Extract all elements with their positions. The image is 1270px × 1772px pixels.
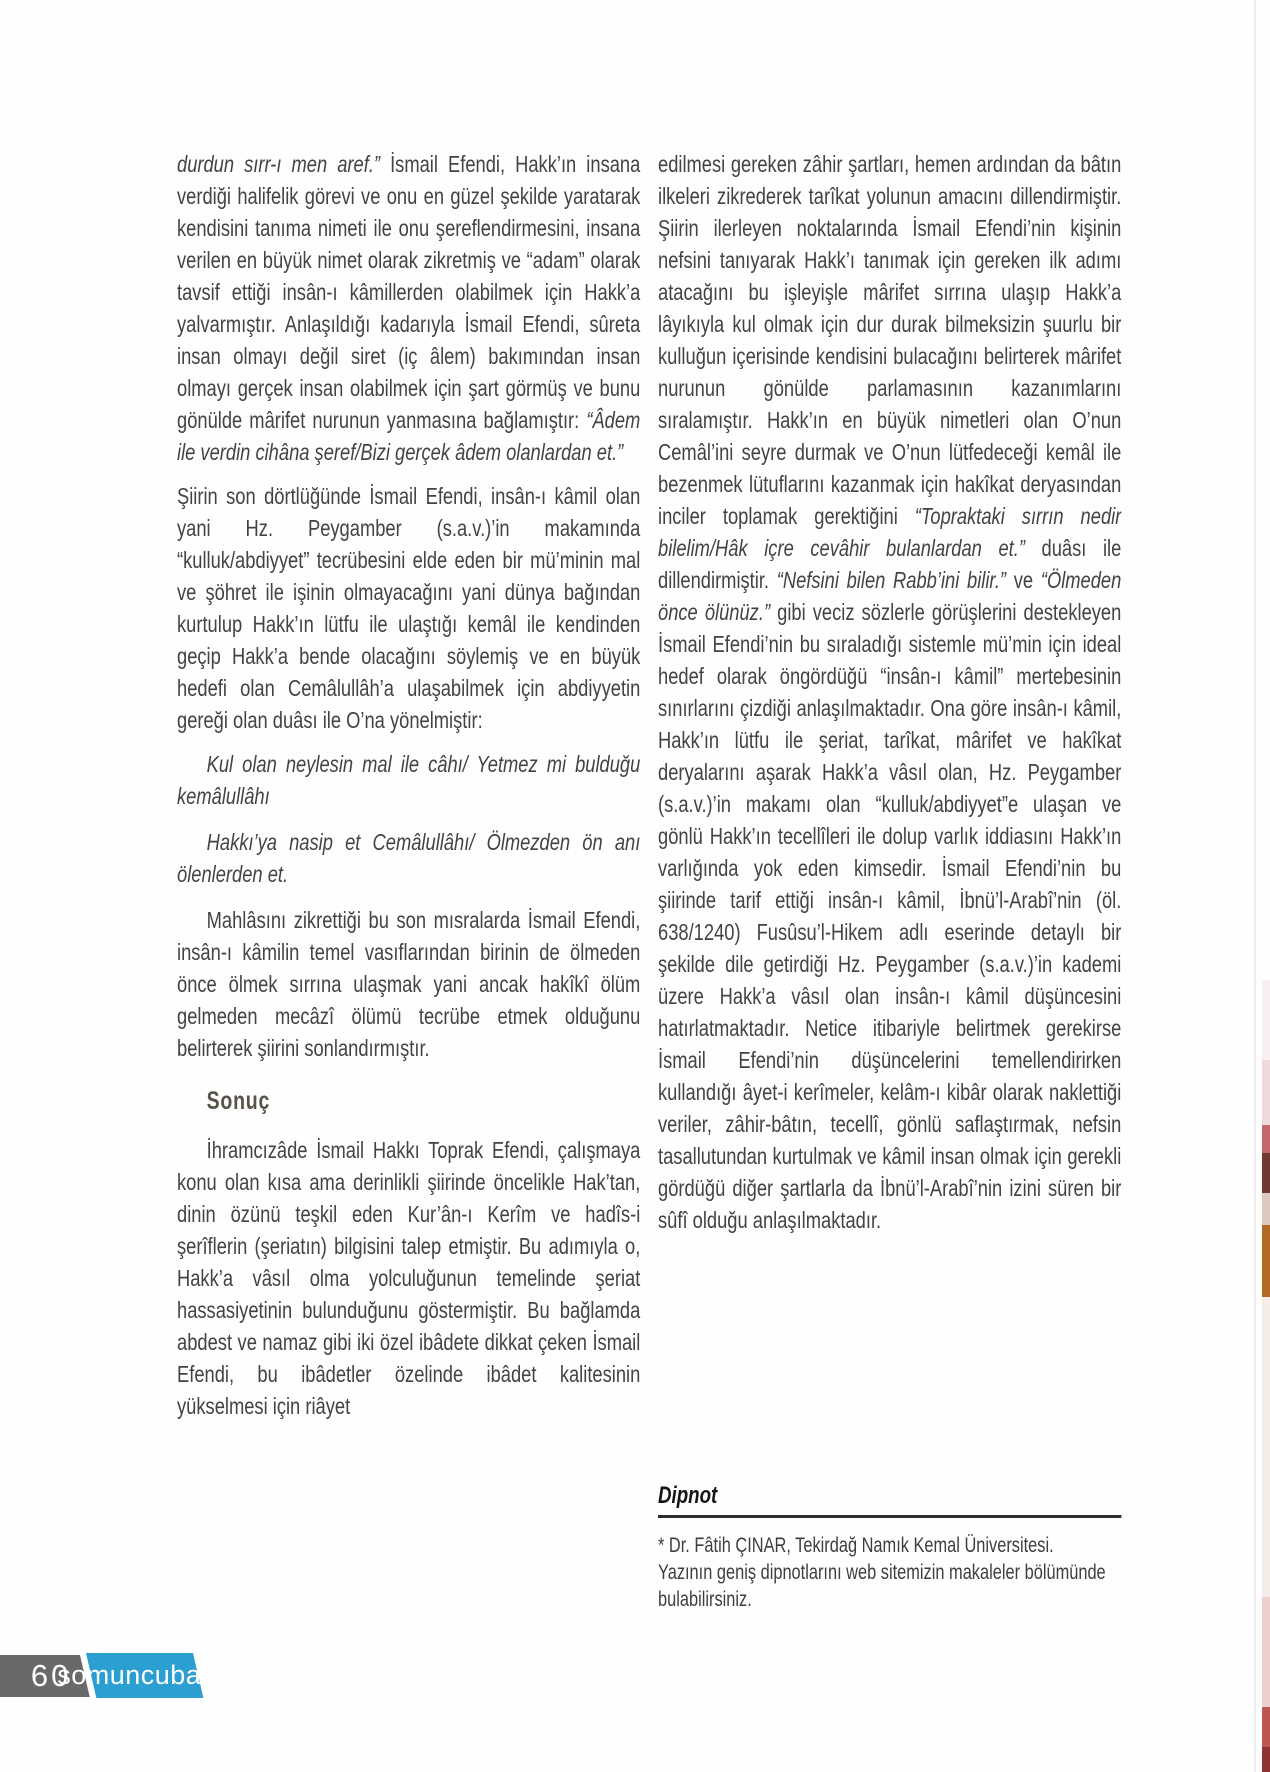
article-column-right [658,148,1121,1474]
magazine-logo-text: somuncubaba [57,1660,233,1690]
page-edge-scan-strip [1260,0,1270,1772]
poem-line: Kul olan neylesin mal ile câhı/ Yetmez mi bulduğu kemâlullâhı [177,751,641,809]
page-edge-color-sliver [1262,1597,1270,1707]
footnote-text: Yazının geniş dipnotlarını web sitemizin makaleler bölümünde bulabilirsiniz. [658,1561,1106,1611]
body-paragraph: edilmesi gereken zâhir şartları, hemen ardından da bâtın ilkeleri zikrederek tarîkat yolunun amacını dillendirmiştir. Şiirin ilerleyen noktalarında İsmail Efendi’nin kişinin nefsini tanıyarak Hakk’ı tanımak için gereken ilk adımı atacağını bu işleyişle mârifet sırrına ulaşıp Hakk’a lâyıkıyla kul olmak için dur durak bilmeksizin şuurlu bir kulluğun içerisinde kendisini bulacağını belirterek mârifet nurunun gönülde parlamasının kazanımlarını sıralamıştır. Hakk’ın en büyük nimetleri olan O’nun Cemâl’ini seyre durmak ve O’nun lütfedeceği kemâl ile bezenmek lütuflarını kazanmak için hakîkat deryasından inciler toplamak gerektiğini “Topraktaki sırrın nedir bilelim/Hâk içre cevâhir bulanlardan et.” duâsı ile dillendirmiştir. “Nefsini bilen Rabb’ini bilir.” ve “Ölmeden önce ölünüz.” gibi veciz sözlerle görüşlerini destekleyen İsmail Efendi’nin bu sıraladığı sistemle mü’min için ideal hedef olarak öngördüğü “insân-ı kâmil” mertebesinin sınırlarını çizdiği anlaşılmaktadır. Ona göre insân-ı kâmil, Hakk’ın lütfu ile şeriat, tarîkat, mârifet ve hakîkat deryalarını aşarak Hakk’a vâsıl olan, Hz. Peygamber (s.a.v.)’in makamı olan “kulluk/abdiyyet”e ulaşan ve gönlü Hakk’ın tecellîleri ile dolup varlık iddiasını Hakk’ın varlığında yok eden kimsedir. İsmail Efendi’nin bu şiirinde tarif ettiği insân-ı kâmil, İbnü’l-Arabî’nin (öl. 638/1240) Fusûsu’l-Hikem adlı eserinde detaylı bir şekilde dile getirdiği Hz. Peygamber (s.a.v.)’in kademi üzere Hakk’a vâsıl olan insân-ı kâmil düşüncesini hatırlatmaktadır. Netice itibariyle belirtmek gerekirse İsmail Efendi’nin düşüncelerini temellendirirken kullandığı âyet-i kerîmeler, kelâm-ı kibâr olarak naklettiği veriler, zâhir-bâtın, tecellî, gönlü saflaştırmak, nefsin tasallutundan kurtulmak ve kâmil insan olmak için gerekli gördüğü diğer şartlarla da İbnü’l-Arabî’nin izini süren bir sûfî olduğu anlaşılmaktadır. [658,151,1122,1233]
page-edge-color-sliver [1262,1193,1270,1225]
page-number: 60 [30,1658,71,1693]
page-edge-color-sliver [1262,1225,1270,1297]
body-paragraph: Şiirin son dörtlüğünde İsmail Efendi, insân-ı kâmil olan yani Hz. Peygamber (s.a.v.)’in makamında “kulluk/abdiyyet” tecrübesini elde eden bir mü’minin mal ve şöhret ile işinin olmayacağını yani dünya bağından kurtulup Hakk’ın lütfu ile ulaştığı kemâl ile kendinden geçip Hakk’a bende olacağını söylemiş ve en büyük hedefi olan Cemâlullâh’a ulaşabilmek için abdiyyetin gereği olan duâsı ile O’na yönelmiştir: [177,483,641,733]
page-edge-color-sliver [1262,980,1270,1060]
magazine-logo [57,1653,233,1698]
body-paragraph: durdun sırr-ı men aref.” İsmail Efendi, Hakk’ın insana verdiği halifelik görevi ve onu en güzel şekilde yaratarak kendisini tanıma nimeti ile onu şereflendirmesini, insana verilen en büyük nimet olarak zikretmiş ve “adam” olarak tavsif ettiği insân-ı kâmillerden olabilmek için Hakk’a yalvarmıştır. Anlaşıldığı kadarıyla İsmail Efendi, sûreta insan olmayı değil siret (iç âlem) bakımından insan olmayı gerçek insan olabilmek için şart görmüş ve bunu gönülde mârifet nurunun yanmasına bağlamıştır: “Âdem ile verdin cihâna şeref/Bizi gerçek âdem olanlardan et.” [177,151,641,465]
footnote-section [658,1482,1121,1613]
body-paragraph: İhramcızâde İsmail Hakkı Toprak Efendi, çalışmaya konu olan kısa ama derinlikli şiirinde öncelikle Hak’tan, dinin özünü teşkil eden Kur’ân-ı Kerîm ve hadîs-i şerîflerin (şeriatın) bilgisini talep etmiştir. Bu adımıyla o, Hakk’a vâsıl olma yolculuğunun temelinde şeriat hassasiyetinin bulunduğunu göstermiştir. Bu bağlamda abdest ve namaz gibi iki özel ibâdete dikkat çeken İsmail Efendi, bu ibâdetler özelinde ibâdet kalitesinin yükselmesi için riâyet [177,1137,641,1419]
poem-line: Hakkı’ya nasip et Cemâlullâhı/ Ölmezden ön anı ölenlerden et. [177,829,641,887]
page-edge-shadow-line [1254,0,1256,1772]
page-edge-color-sliver [1262,1060,1270,1125]
page-edge-color-sliver [1262,1297,1270,1597]
footnote-text: * Dr. Fâtih ÇINAR, Tekirdağ Namık Kemal Üniversitesi. [658,1534,1054,1557]
page-edge-color-sliver [1262,1125,1270,1153]
page-edge-color-sliver [1262,1747,1270,1772]
footnote-heading: Dipnot [658,1482,718,1509]
body-paragraph: Mahlâsını zikrettiği bu son mısralarda İsmail Efendi, insân-ı kâmilin temel vasıflarından birinin de ölmeden önce ölmek sırrına ulaşmak yani ancak hakîkî ölüm gelmeden mecâzî ölümü tecrübe etmek olduğunu belirterek şiirini sonlandırmıştır. [177,907,641,1061]
article-column-left [177,148,640,1646]
page-edge-color-sliver [1262,1707,1270,1747]
section-heading: Sonuç [206,1087,271,1115]
footnote-divider [658,1515,1121,1518]
page-edge-color-sliver [1262,1153,1270,1193]
